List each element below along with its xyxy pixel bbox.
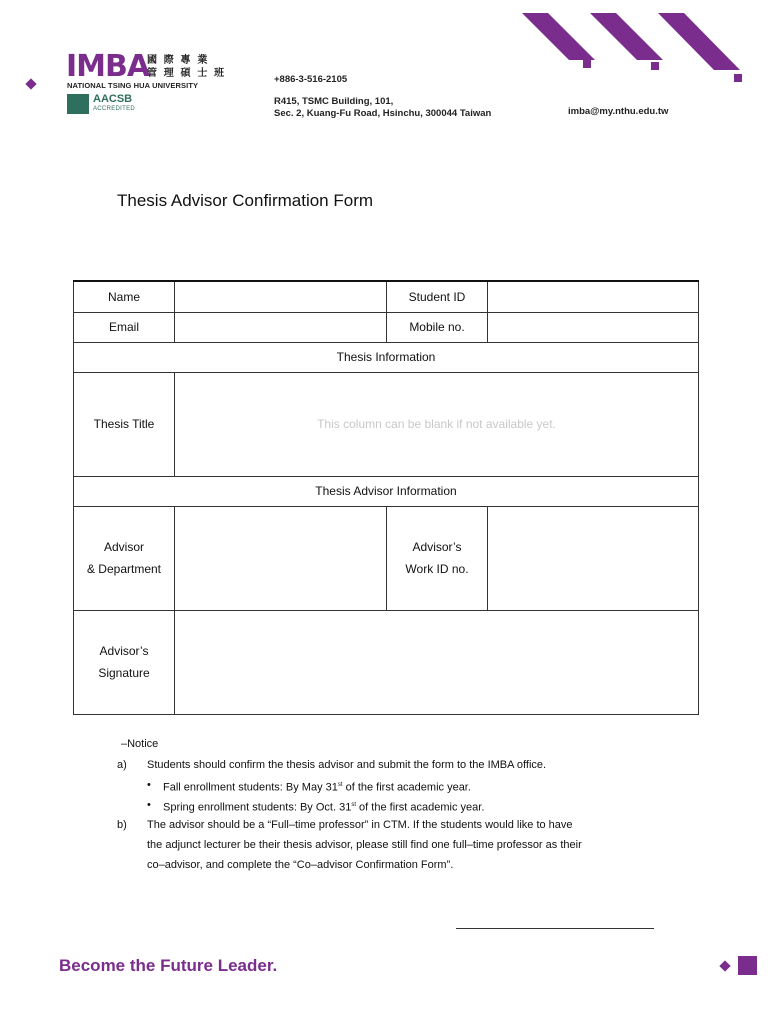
signature-label-line-1: Advisor’s [99,644,149,658]
decor-square-1 [583,60,591,68]
footer-tagline: Become the Future Leader. [59,956,278,975]
advisor-signature-label [74,610,175,714]
advisor-work-id-field[interactable] [488,506,699,610]
notice-b-label: b) [117,819,127,831]
header-decoration [510,10,770,85]
contact-address [274,96,491,120]
email-label: Email [74,312,175,342]
logo-chinese-text: 國 際 專 業 管 理 碩 士 班 [147,55,227,79]
imba-logo: IMBA [66,49,150,84]
bullet-spring-post: of the first academic year. [356,801,485,814]
footer-diamond-icon [719,960,730,971]
advisor-info-heading: Thesis Advisor Information [74,476,699,506]
thesis-title-field[interactable]: This column can be blank if not available yet. [175,372,699,476]
notice-a-text: Students should confirm the thesis advisor and submit the form to the IMBA office. [147,759,547,771]
notice-a-label: a) [117,759,127,771]
footer-square-icon [738,956,757,975]
name-label: Name [74,281,175,312]
address-line-1: R415, TSMC Building, 101, [274,96,394,107]
aacsb-accredited-label: ACCREDITED [93,106,136,112]
university-name: NATIONAL TSING HUA UNIVERSITY [67,81,199,90]
student-id-label: Student ID [387,281,488,312]
address-line-2: Sec. 2, Kuang-Fu Road, Hsinchu, 300044 Taiwan [274,108,492,119]
advisor-work-id-label [387,506,488,610]
contact-phone: +886-3-516-2105 [274,74,348,85]
advisor-department-label [74,506,175,610]
signature-label-line-2: Signature [98,666,150,680]
contact-email: imba@my.nthu.edu.tw [568,106,669,117]
decor-stripe-2 [590,13,663,60]
notice-b-line-3: co–advisor, and complete the “Co–advisor Confirmation Form”. [147,859,454,871]
email-field[interactable] [175,312,387,342]
decor-stripe-3 [658,13,740,70]
notice-bullet-spring [163,798,484,815]
decor-stripe-1 [522,13,595,60]
work-id-label-line-2: Work ID no. [405,562,469,576]
mobile-field[interactable] [488,312,699,342]
signature-line [456,928,654,929]
notice-b-line-1: The advisor should be a “Full–time professor” in CTM. If the students would like to have [147,819,573,831]
bullet-fall-post: of the first academic year. [342,781,471,794]
name-field[interactable] [175,281,387,312]
decor-square-2 [651,62,659,70]
header-diamond-icon [25,78,36,89]
bullet-fall-text: Fall enrollment students: By May 31 [163,781,338,794]
decor-square-3 [734,74,742,82]
notice-bullet-fall [163,778,471,795]
bullet-icon: • [147,779,151,791]
bullet-fall-sup: st [337,782,343,788]
student-id-field[interactable] [488,281,699,312]
bullet-spring-text: Spring enrollment students: By Oct. 31 [163,801,352,814]
work-id-label-line-1: Advisor’s [412,540,462,554]
notice-heading: –Notice [121,738,159,750]
bullet-spring-sup: st [351,802,356,808]
advisor-label-line-2: & Department [86,562,162,576]
form-title: Thesis Advisor Confirmation Form [117,191,374,210]
confirmation-form-table [73,280,699,715]
aacsb-label: AACSB [93,93,133,105]
aacsb-logo-icon [67,94,89,114]
bullet-icon: • [147,799,151,811]
advisor-department-field[interactable] [175,506,387,610]
thesis-title-label: Thesis Title [74,372,175,476]
advisor-label-line-1: Advisor [103,540,144,554]
thesis-info-heading: Thesis Information [74,342,699,372]
mobile-label: Mobile no. [387,312,488,342]
advisor-signature-field[interactable] [175,610,699,714]
notice-b-line-2: the adjunct lecturer be their thesis advisor, please still find one full–time professor as their [147,839,582,851]
